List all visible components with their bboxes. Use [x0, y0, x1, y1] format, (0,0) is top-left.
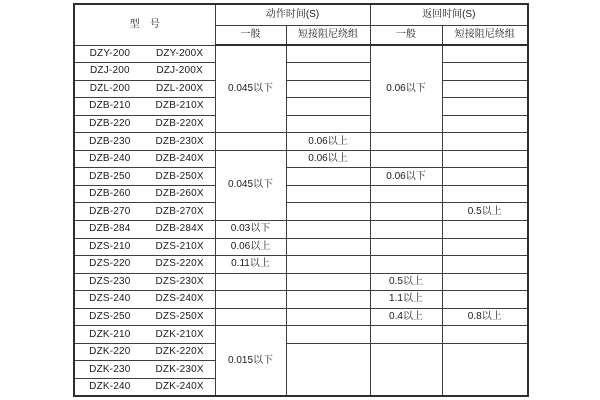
model-name: DZB-270	[89, 205, 131, 217]
model-name: DZS-220X	[155, 258, 204, 270]
model-pair	[75, 49, 215, 59]
value-cell: 0.03以下	[215, 220, 286, 238]
table-row	[74, 150, 528, 168]
value-cell	[286, 115, 370, 133]
model-pair	[75, 84, 215, 94]
value-cell	[370, 343, 442, 396]
model-name: DZB-220	[89, 117, 131, 129]
model-name: DZS-210	[89, 240, 131, 252]
header-return-general: 一般	[370, 25, 442, 45]
model-cell	[74, 291, 215, 309]
model-name: DZS-230	[89, 275, 131, 287]
model-name: DZS-250X	[155, 310, 204, 322]
value-cell	[215, 273, 286, 291]
model-pair	[75, 242, 215, 252]
model-pair	[75, 172, 215, 182]
table-row	[74, 80, 528, 98]
model-name: DZK-220X	[155, 346, 204, 358]
model-pair	[75, 382, 215, 392]
model-pair	[75, 154, 215, 164]
table-row	[74, 45, 528, 63]
value-cell	[370, 133, 442, 151]
model-name: DZB-284	[89, 223, 131, 235]
model-cell	[74, 150, 215, 168]
model-pair	[75, 119, 215, 129]
model-name: DZS-250	[89, 310, 131, 322]
value-cell: 0.06以上	[215, 238, 286, 256]
value-cell	[370, 185, 442, 203]
value-cell	[442, 291, 528, 309]
model-cell	[74, 308, 215, 326]
value-cell	[442, 273, 528, 291]
model-name: DZK-210X	[155, 328, 204, 340]
model-name: DZB-220X	[155, 117, 204, 129]
table-row	[74, 343, 528, 361]
model-cell	[74, 98, 215, 116]
header-group-row	[74, 4, 528, 25]
header-action-time: 动作时间(S)	[215, 4, 370, 25]
model-name: DZB-260	[89, 188, 131, 200]
value-cell	[442, 150, 528, 168]
table-row	[74, 308, 528, 326]
model-name: DZS-230X	[155, 275, 204, 287]
value-cell	[370, 256, 442, 274]
value-cell: 0.11以上	[215, 256, 286, 274]
model-pair	[75, 277, 215, 287]
model-cell	[74, 220, 215, 238]
header-action-general: 一般	[215, 25, 286, 45]
header-action-damping: 短接阻尼绕组	[286, 25, 370, 45]
model-name: DZB-270X	[155, 205, 204, 217]
model-cell	[74, 80, 215, 98]
value-cell	[442, 45, 528, 63]
table-row	[74, 133, 528, 151]
table-row	[74, 256, 528, 274]
value-cell: 0.045以下	[215, 150, 286, 220]
model-name: DZB-240	[89, 153, 131, 165]
value-cell	[286, 238, 370, 256]
value-cell: 0.015以下	[215, 326, 286, 396]
model-cell	[74, 378, 215, 396]
table-row	[74, 115, 528, 133]
model-cell	[74, 256, 215, 274]
table-row	[74, 273, 528, 291]
model-cell	[74, 361, 215, 379]
value-cell	[370, 150, 442, 168]
value-cell	[370, 203, 442, 221]
model-pair	[75, 347, 215, 357]
header-model: 型 号	[74, 4, 215, 45]
model-pair	[75, 207, 215, 217]
value-cell	[442, 80, 528, 98]
spec-table-body	[74, 45, 528, 396]
model-name: DZB-250X	[155, 170, 204, 182]
model-name: DZS-240X	[155, 293, 204, 305]
model-name: DZY-200	[89, 47, 131, 59]
value-cell	[442, 63, 528, 81]
header-return-time: 返回时间(S)	[370, 4, 528, 25]
model-pair	[75, 365, 215, 375]
model-cell	[74, 326, 215, 344]
model-name: DZS-210X	[155, 240, 204, 252]
model-pair	[75, 294, 215, 304]
value-cell	[442, 185, 528, 203]
model-pair	[75, 259, 215, 269]
model-cell	[74, 63, 215, 81]
value-cell	[442, 220, 528, 238]
model-cell	[74, 45, 215, 63]
table-row	[74, 185, 528, 203]
model-name: DZB-284X	[155, 223, 204, 235]
header-return-damping: 短接阻尼绕组	[442, 25, 528, 45]
value-cell	[370, 326, 442, 344]
model-cell	[74, 273, 215, 291]
value-cell	[286, 308, 370, 326]
model-pair	[75, 312, 215, 322]
table-row	[74, 98, 528, 116]
spec-table-header	[74, 4, 528, 45]
table-row	[74, 326, 528, 344]
value-cell	[286, 291, 370, 309]
value-cell	[442, 168, 528, 186]
value-cell	[442, 98, 528, 116]
model-name: DZL-200X	[156, 82, 204, 94]
model-name: DZB-240X	[155, 153, 204, 165]
value-cell	[286, 63, 370, 81]
model-cell	[74, 133, 215, 151]
model-name: DZK-230X	[155, 363, 204, 375]
model-cell	[74, 168, 215, 186]
value-cell	[442, 238, 528, 256]
value-cell: 0.045以下	[215, 45, 286, 133]
value-cell	[370, 220, 442, 238]
model-name: DZK-210	[89, 328, 131, 340]
model-name: DZK-230	[89, 363, 131, 375]
value-cell: 0.06以下	[370, 168, 442, 186]
model-name: DZB-230X	[155, 135, 204, 147]
model-cell	[74, 203, 215, 221]
value-cell	[286, 273, 370, 291]
table-row	[74, 220, 528, 238]
model-name: DZK-240	[89, 380, 131, 392]
model-name: DZB-210X	[155, 100, 204, 112]
value-cell	[286, 98, 370, 116]
model-name: DZS-220	[89, 258, 131, 270]
model-pair	[75, 66, 215, 76]
model-name: DZB-230	[89, 135, 131, 147]
value-cell: 0.8以上	[442, 308, 528, 326]
value-cell	[370, 238, 442, 256]
value-cell	[215, 308, 286, 326]
model-pair	[75, 224, 215, 234]
model-name: DZL-200	[89, 82, 131, 94]
model-name: DZS-240	[89, 293, 131, 305]
value-cell	[286, 168, 370, 186]
table-row	[74, 238, 528, 256]
value-cell: 0.06以上	[286, 133, 370, 151]
model-name: DZJ-200X	[156, 65, 203, 77]
model-cell	[74, 185, 215, 203]
value-cell: 0.4以上	[370, 308, 442, 326]
value-cell	[286, 80, 370, 98]
value-cell	[442, 133, 528, 151]
value-cell	[442, 343, 528, 396]
value-cell	[215, 291, 286, 309]
value-cell	[442, 326, 528, 344]
model-pair	[75, 330, 215, 340]
model-name: DZK-240X	[155, 380, 204, 392]
value-cell	[442, 256, 528, 274]
model-name: DZK-220	[89, 346, 131, 358]
value-cell	[286, 256, 370, 274]
value-cell: 0.5以上	[370, 273, 442, 291]
model-name: DZB-260X	[155, 188, 204, 200]
model-name: DZY-200X	[155, 47, 204, 59]
model-pair	[75, 137, 215, 147]
table-row	[74, 63, 528, 81]
model-cell	[74, 343, 215, 361]
model-pair	[75, 101, 215, 111]
value-cell: 1.1以上	[370, 291, 442, 309]
value-cell: 0.5以上	[442, 203, 528, 221]
value-cell	[442, 115, 528, 133]
model-cell	[74, 115, 215, 133]
value-cell	[286, 220, 370, 238]
table-row	[74, 203, 528, 221]
value-cell	[286, 185, 370, 203]
value-cell	[286, 343, 370, 396]
value-cell: 0.06以上	[286, 150, 370, 168]
model-cell	[74, 238, 215, 256]
value-cell: 0.06以下	[370, 45, 442, 133]
table-row	[74, 291, 528, 309]
model-pair	[75, 189, 215, 199]
value-cell	[286, 326, 370, 344]
spec-table	[73, 3, 529, 397]
model-name: DZJ-200	[90, 65, 130, 77]
table-row	[74, 168, 528, 186]
value-cell	[286, 203, 370, 221]
value-cell	[286, 45, 370, 63]
model-name: DZB-250	[89, 170, 131, 182]
value-cell	[215, 133, 286, 151]
model-name: DZB-210	[89, 100, 131, 112]
